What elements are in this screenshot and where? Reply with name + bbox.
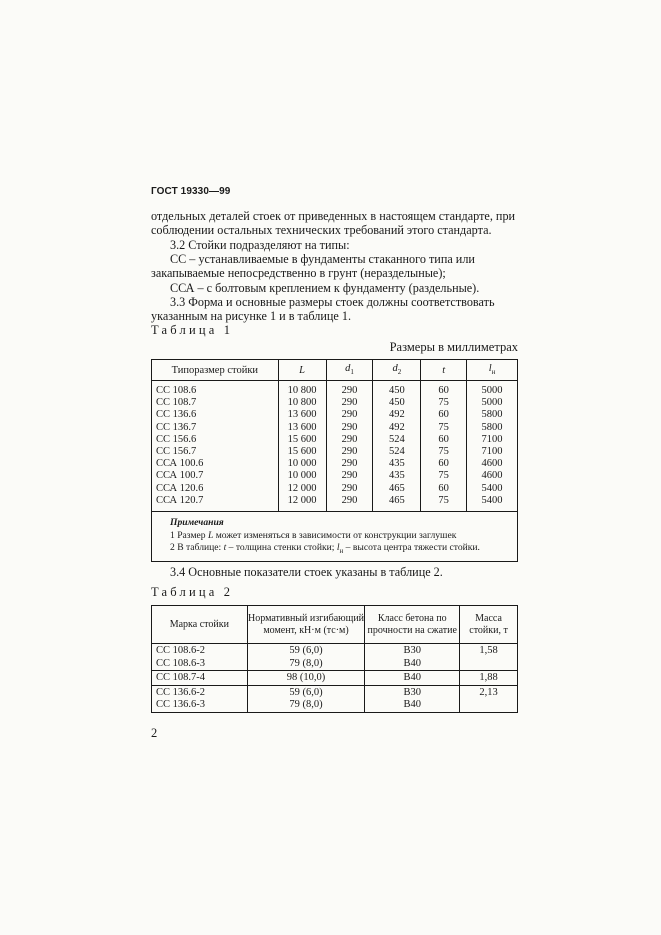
table1-cell-type: СС 136.7: [152, 422, 279, 434]
table1-cell-L: 10 800: [278, 381, 326, 398]
table1-cell-type: ССА 100.7: [152, 470, 279, 482]
table-row: [152, 458, 518, 470]
table1-header-d1: $d_1$: [326, 360, 373, 381]
table1-units: Размеры в миллиметрах: [389, 340, 518, 354]
table1-caption: Таблица 1: [151, 323, 234, 337]
table-row: [152, 470, 518, 482]
table1-cell-ln: 4600: [467, 470, 518, 482]
notes-title: Примечания: [170, 517, 224, 529]
table1-cell-d1: 290: [326, 409, 373, 421]
table2-cell-concrete: В30: [365, 644, 460, 658]
paragraph-type-cca: ССА – с болтовым креплением к фундаменту (раздельные).: [170, 281, 480, 295]
table1-cell-type: СС 108.6: [152, 381, 279, 398]
table1-notes: [152, 512, 518, 562]
table1-cell-ln: 5000: [467, 381, 518, 398]
paragraph-3-3: 3.3 Форма и основные размеры стоек должны соответствовать указанным на рисунке 1 и в таблице 1.: [151, 295, 495, 324]
table2-cell-mass: [460, 658, 518, 671]
table1-cell-d2: 450: [373, 381, 421, 398]
table-row: [152, 434, 518, 446]
table1-cell-d2: 524: [373, 434, 421, 446]
table1-cell-ln: 5400: [467, 495, 518, 512]
table1-cell-d2: 492: [373, 422, 421, 434]
table2-cell-concrete: В40: [365, 671, 460, 686]
table1-cell-ln: 5000: [467, 397, 518, 409]
table1-cell-d1: 290: [326, 483, 373, 495]
table2-cell-mass: 1,88: [460, 671, 518, 686]
table1-cell-d1: 290: [326, 446, 373, 458]
table2-cell-mass: [460, 699, 518, 712]
table-row: [152, 699, 518, 712]
table-row: [152, 685, 518, 699]
table2-cell-mark: СС 136.6-2: [152, 685, 248, 699]
table2-header-moment: Нормативный изгибающий момент, кН·м (тс·м): [247, 606, 365, 644]
table1-cell-ln: 4600: [467, 458, 518, 470]
table-row: [152, 483, 518, 495]
table1-cell-d1: 290: [326, 397, 373, 409]
table-row: [152, 446, 518, 458]
table2-cell-concrete: В40: [365, 658, 460, 671]
table2-header-mass: Масса стойки, т: [460, 606, 518, 644]
table1-cell-t: 75: [421, 446, 467, 458]
table-row: [152, 409, 518, 421]
table2-cell-moment: 98 (10,0): [247, 671, 365, 686]
table-row: [152, 381, 518, 398]
table1-cell-L: 13 600: [278, 409, 326, 421]
table1-cell-t: 75: [421, 470, 467, 482]
table2-cell-moment: 59 (6,0): [247, 685, 365, 699]
table2-cell-mass: 2,13: [460, 685, 518, 699]
page-number: 2: [151, 726, 158, 740]
table1-cell-type: СС 108.7: [152, 397, 279, 409]
table1-cell-type: ССА 120.6: [152, 483, 279, 495]
table2-cell-mass: 1,58: [460, 644, 518, 658]
table1-cell-t: 60: [421, 409, 467, 421]
table1-cell-t: 60: [421, 381, 467, 398]
paragraph-3-4: 3.4 Основные показатели стоек указаны в таблице 2.: [170, 565, 443, 579]
table1-cell-L: 12 000: [278, 495, 326, 512]
table1-cell-t: 75: [421, 495, 467, 512]
table1-cell-t: 60: [421, 483, 467, 495]
table1-cell-t: 75: [421, 397, 467, 409]
table1-cell-t: 75: [421, 422, 467, 434]
table1-cell-type: ССА 120.7: [152, 495, 279, 512]
table2-caption: Таблица 2: [151, 585, 234, 599]
table2-cell-concrete: В40: [365, 699, 460, 712]
table1-cell-d1: 290: [326, 458, 373, 470]
table1-notes-row: [152, 512, 518, 562]
table2-cell-moment: 79 (8,0): [247, 699, 365, 712]
table1-cell-d2: 435: [373, 470, 421, 482]
note-1: 1 Размер L может изменяться в зависимости от конструкции заглушек: [170, 529, 457, 541]
table1-header-ln: $l_н$: [467, 360, 518, 381]
table1-cell-d1: 290: [326, 422, 373, 434]
table1-header-t: t: [421, 360, 467, 381]
table1-cell-d2: 492: [373, 409, 421, 421]
table2-cell-mark: СС 108.7-4: [152, 671, 248, 686]
table1-cell-type: ССА 100.6: [152, 458, 279, 470]
table1-cell-L: 13 600: [278, 422, 326, 434]
table-row: [152, 397, 518, 409]
table1-cell-ln: 5800: [467, 409, 518, 421]
table1-cell-d2: 465: [373, 483, 421, 495]
table1-header-type: Типоразмер стойки: [152, 360, 279, 381]
table1-cell-d2: 450: [373, 397, 421, 409]
table1-cell-d1: 290: [326, 434, 373, 446]
table2-cell-moment: 59 (6,0): [247, 644, 365, 658]
table1-header-d2: $d_2$: [373, 360, 421, 381]
table-row: [152, 495, 518, 512]
note-2: 2 В таблице: t – толщина стенки стойки; $l_н$ – высота центра тяжести стойки.: [170, 542, 480, 555]
table1-cell-L: 15 600: [278, 434, 326, 446]
table2-cell-mark: СС 108.6-3: [152, 658, 248, 671]
table1-header-row: [152, 360, 518, 381]
table1-cell-L: 10 000: [278, 470, 326, 482]
table1-cell-type: СС 156.6: [152, 434, 279, 446]
table1-cell-d2: 465: [373, 495, 421, 512]
table1-cell-d1: 290: [326, 470, 373, 482]
table2-cell-moment: 79 (8,0): [247, 658, 365, 671]
table2-header-concrete: Класс бетона по прочности на сжатие: [365, 606, 460, 644]
table1-cell-type: СС 136.6: [152, 409, 279, 421]
table-row: [152, 671, 518, 686]
table1-cell-L: 12 000: [278, 483, 326, 495]
table-1: [151, 359, 518, 562]
table-row: [152, 422, 518, 434]
table2-header-mark: Марка стойки: [152, 606, 248, 644]
paragraph-type-cc: СС – устанавливаемые в фундаменты стаканного типа или закапываемые непосредственно в грунт (неразделыные);: [151, 252, 475, 281]
table1-cell-d2: 524: [373, 446, 421, 458]
table2-cell-mark: СС 136.6-3: [152, 699, 248, 712]
table1-cell-type: СС 156.7: [152, 446, 279, 458]
table1-header-L: L: [278, 360, 326, 381]
table-row: [152, 658, 518, 671]
table1-cell-L: 15 600: [278, 446, 326, 458]
table2-header-row: [152, 606, 518, 644]
table1-cell-d1: 290: [326, 381, 373, 398]
paragraph-continuation: отдельных деталей стоек от приведенных в настоящем стандарте, при соблюдении остальных технических требований этого стандарта.: [151, 209, 516, 238]
table1-cell-ln: 5800: [467, 422, 518, 434]
table1-cell-ln: 7100: [467, 446, 518, 458]
table-row: [152, 644, 518, 658]
table1-cell-L: 10 800: [278, 397, 326, 409]
table1-cell-ln: 7100: [467, 434, 518, 446]
table1-cell-ln: 5400: [467, 483, 518, 495]
document-header: ГОСТ 19330—99: [151, 186, 231, 197]
table1-cell-L: 10 000: [278, 458, 326, 470]
paragraph-3-2: 3.2 Стойки подразделяют на типы:: [170, 238, 350, 252]
table1-cell-t: 60: [421, 434, 467, 446]
table1-cell-t: 60: [421, 458, 467, 470]
table1-cell-d2: 435: [373, 458, 421, 470]
table1-cell-d1: 290: [326, 495, 373, 512]
table2-cell-concrete: В30: [365, 685, 460, 699]
table2-cell-mark: СС 108.6-2: [152, 644, 248, 658]
table-2: [151, 605, 518, 713]
